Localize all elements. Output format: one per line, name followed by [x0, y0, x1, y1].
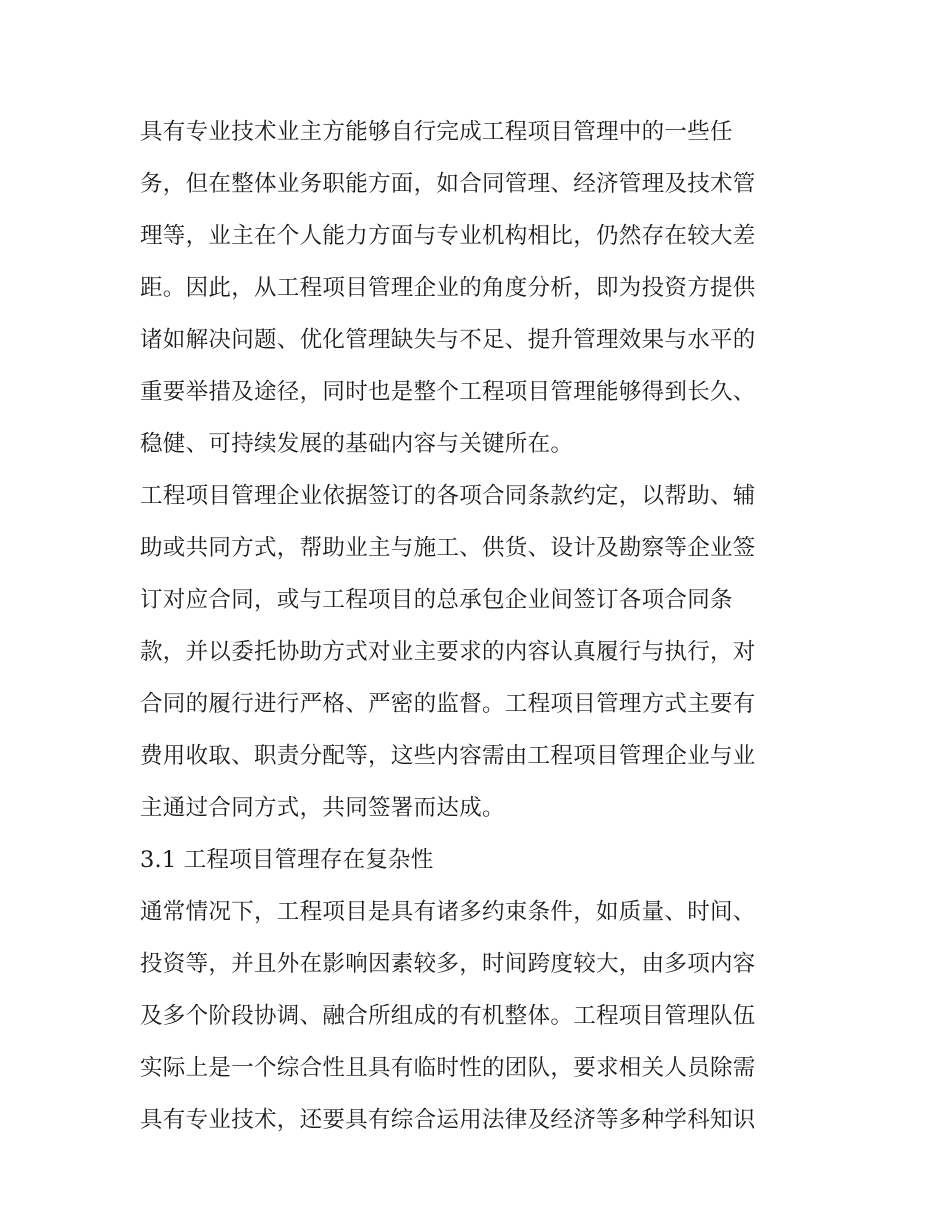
paragraph-line: 工程项目管理企业依据签订的各项合同条款约定，以帮助、辅	[140, 483, 756, 509]
paragraph-line: 费用收取、职责分配等，这些内容需由工程项目管理企业与业	[140, 743, 756, 769]
paragraph-line: 稳健、可持续发展的基础内容与关键所在。	[140, 431, 574, 457]
paragraph-line: 距。因此，从工程项目管理企业的角度分析，即为投资方提供	[140, 275, 756, 301]
paragraph-line: 合同的履行进行严格、严密的监督。工程项目管理方式主要有	[140, 691, 756, 717]
paragraph-line: 实际上是一个综合性且具有临时性的团队，要求相关人员除需	[140, 1055, 756, 1081]
paragraph-line: 及多个阶段协调、融合所组成的有机整体。工程项目管理队伍	[140, 1003, 756, 1029]
body-text	[140, 106, 820, 1146]
paragraph-line: 款，并以委托协助方式对业主要求的内容认真履行与执行，对	[140, 639, 756, 665]
paragraph-line: 助或共同方式，帮助业主与施工、供货、设计及勘察等企业签	[140, 535, 756, 561]
paragraph-line: 具有专业技术，还要具有综合运用法律及经济等多种学科知识	[140, 1107, 756, 1133]
paragraph-line: 具有专业技术业主方能够自行完成工程项目管理中的一些任	[140, 119, 733, 145]
paragraph-line: 通常情况下，工程项目是具有诸多约束条件，如质量、时间、	[140, 899, 756, 925]
paragraph-line: 诸如解决问题、优化管理缺失与不足、提升管理效果与水平的	[140, 327, 756, 353]
paragraph-line: 投资等，并且外在影响因素较多，时间跨度较大，由多项内容	[140, 951, 756, 977]
paragraph-line: 务，但在整体业务职能方面，如合同管理、经济管理及技术管	[140, 171, 756, 197]
section-heading: 3.1 工程项目管理存在复杂性	[140, 847, 434, 873]
paragraph-line: 主通过合同方式，共同签署而达成。	[140, 795, 505, 821]
paragraph-line: 重要举措及途径，同时也是整个工程项目管理能够得到长久、	[140, 379, 756, 405]
paragraph-line: 理等，业主在个人能力方面与专业机构相比，仍然存在较大差	[140, 223, 756, 249]
paragraph-line: 订对应合同，或与工程项目的总承包企业间签订各项合同条	[140, 587, 733, 613]
